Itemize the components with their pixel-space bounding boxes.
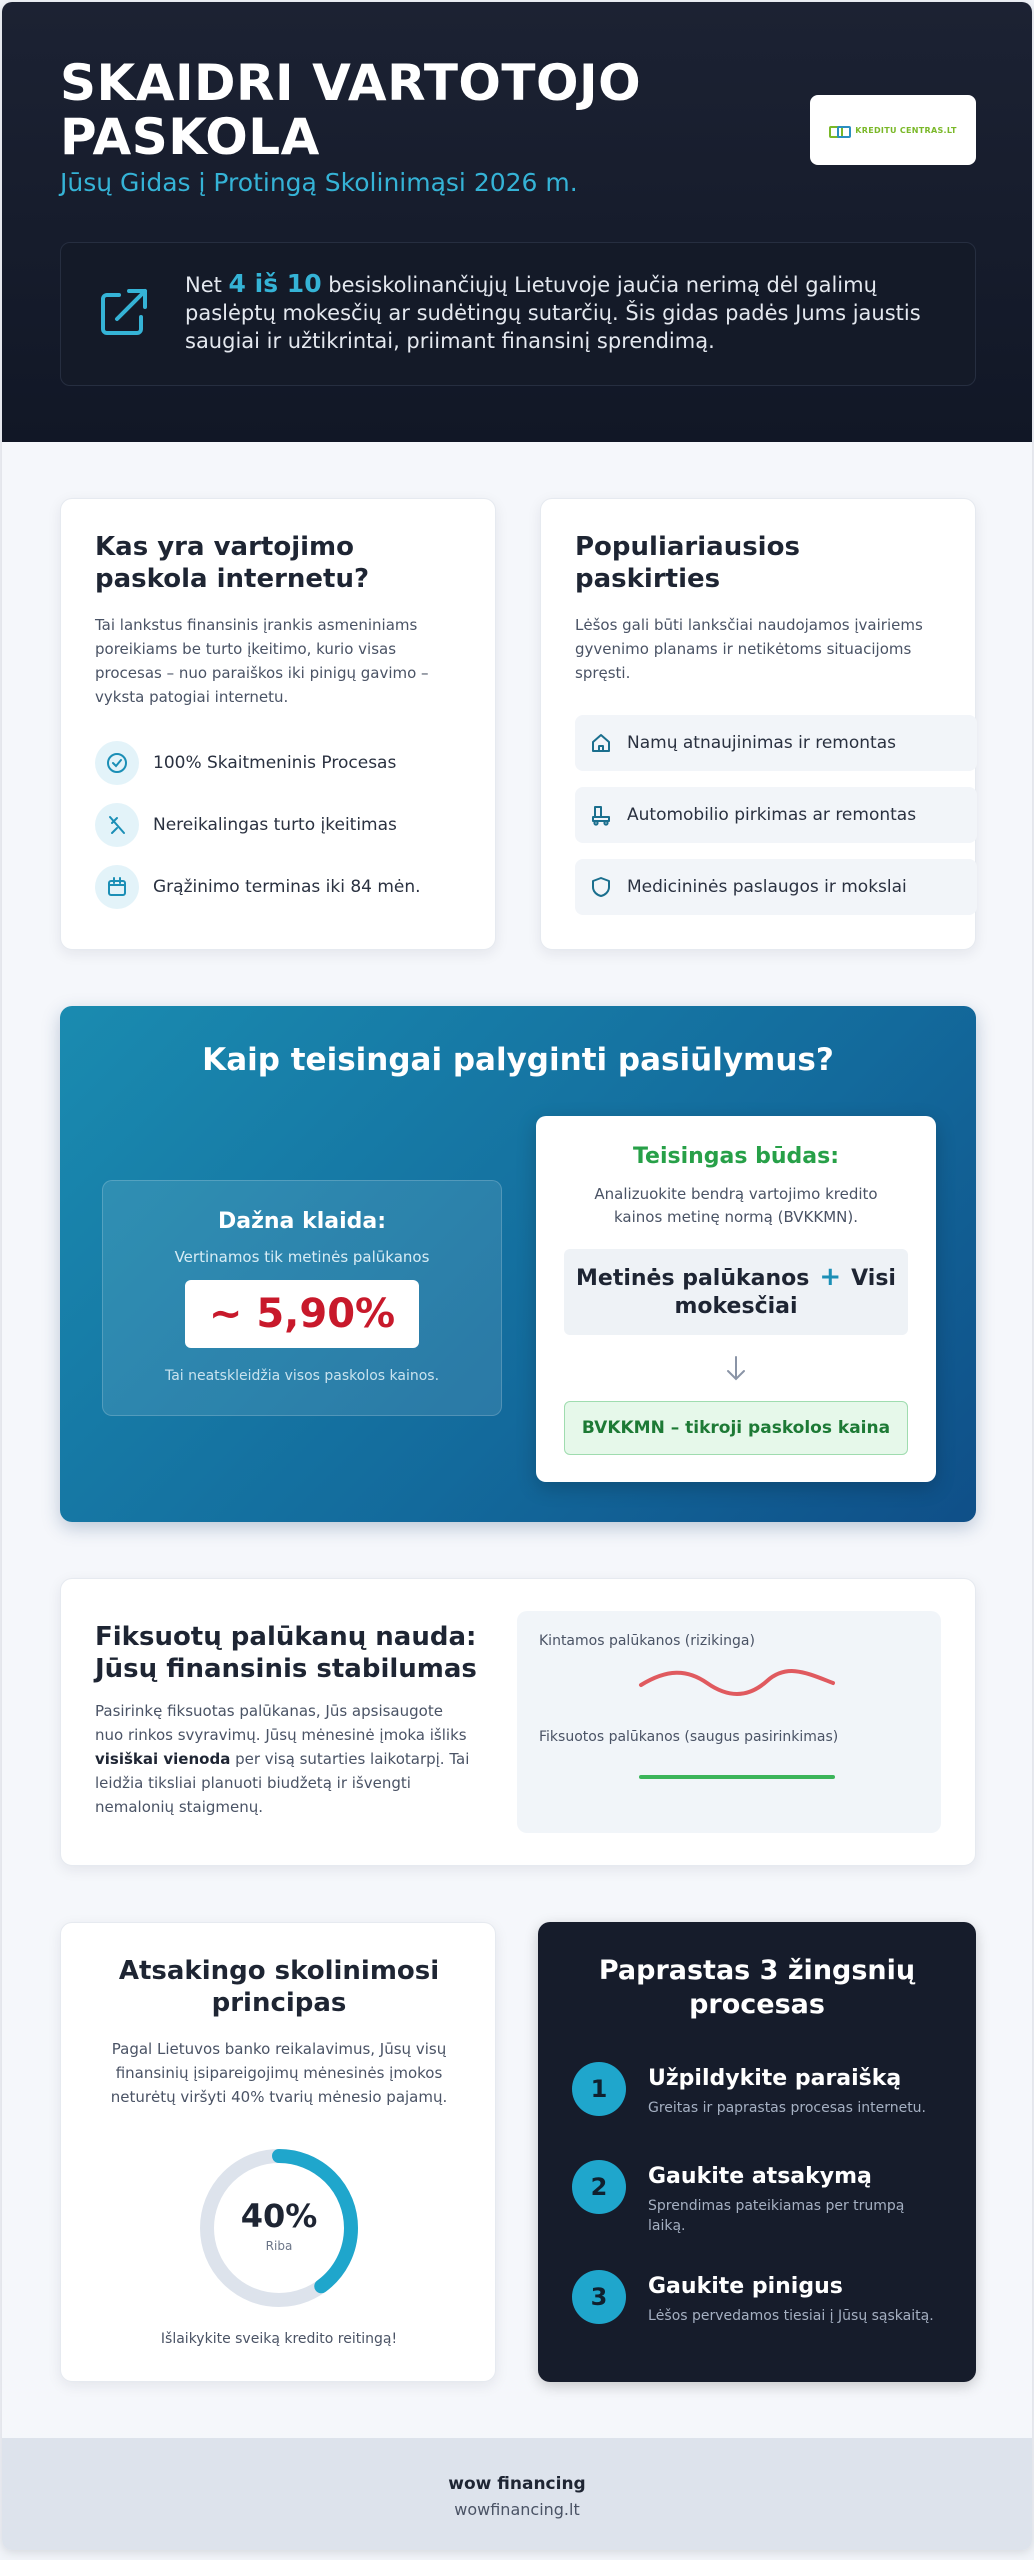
purposes-title: Populiariausios paskirties xyxy=(575,532,800,594)
step-number: 3 xyxy=(572,2270,626,2324)
formula-part-a: Metinės palūkanos xyxy=(576,1266,810,1291)
gauge-value: 40% xyxy=(240,2197,318,2235)
page-subtitle: Jūsų Gidas į Protingą Skolinimąsi 2026 m. xyxy=(60,168,578,197)
fixed-rate-line xyxy=(637,1767,837,1787)
partner-logo[interactable] xyxy=(810,95,976,165)
step-desc: Lėšos pervedamos tiesiai į Jūsų sąskaitą. xyxy=(648,2308,934,2324)
stat-callout xyxy=(60,242,976,386)
compare-section xyxy=(60,1006,976,1522)
result-badge: BVKKMN – tikroji paskolos kaina xyxy=(564,1401,908,1455)
variable-rate-line xyxy=(637,1661,837,1701)
page-title: SKAIDRI VARTOTOJO PASKOLA xyxy=(60,54,642,166)
stat-text: Net 4 iš 10 besiskolinančiųjų Lietuvoje jaučia nerimą dėl galimų paslėptų mokesčių ar sudėtingų sutarčių. Šis gidas padės Jums jaustis saugiai ir užtikrintai, priimant finansinį sprendimą. xyxy=(185,269,921,353)
right-way-desc: Analizuokite bendrą vartojimo kredito kainos metinę normą (BVKKMN). xyxy=(594,1185,878,1226)
mistake-rate: ~ 5,90% xyxy=(185,1280,419,1348)
gauge-label: Riba xyxy=(265,2239,293,2253)
fixed-label: Fiksuotos palūkanos (saugus pasirinkimas) xyxy=(539,1729,839,1745)
feature-item xyxy=(95,741,396,785)
step-title: Užpildykite paraišką xyxy=(648,2066,902,2091)
logo-mark-icon xyxy=(829,124,849,136)
feature-item xyxy=(95,803,397,847)
mistake-panel xyxy=(102,1180,502,1416)
feature-label: Grąžinimo terminas iki 84 mėn. xyxy=(153,877,421,897)
what-is-body: Tai lankstus finansinis įrankis asmeniniams poreikiams be turto įkeitimo, kurio visas procesas – nuo paraiškos iki pinigų gavimo – vyksta patogiai internetu. xyxy=(95,616,429,706)
responsible-card xyxy=(60,1922,496,2382)
responsible-body: Pagal Lietuvos banko reikalavimus, Jūsų visų finansinių įsipareigojimų mėnesinės įmokos neturėtų viršyti 40% tvarių mėnesio pajamų. xyxy=(110,2040,448,2106)
step-title: Gaukite atsakymą xyxy=(648,2164,872,2189)
step-desc: Greitas ir paprastas procesas internetu. xyxy=(648,2100,927,2116)
footer-link[interactable]: wowfinancing.lt xyxy=(454,2500,580,2519)
responsible-note: Išlaikykite sveiką kredito reitingą! xyxy=(160,2331,398,2347)
purpose-item xyxy=(575,859,977,915)
step-title: Gaukite pinigus xyxy=(648,2274,843,2299)
formula-part-b: Visi mokesčiai xyxy=(674,1266,896,1319)
what-is-title: Kas yra vartojimo paskola internetu? xyxy=(95,532,370,594)
feature-item xyxy=(95,865,421,909)
stat-highlight: 4 iš 10 xyxy=(228,269,322,298)
plus-icon: + xyxy=(819,1262,842,1292)
steps-title: Paprastas 3 žingsnių procesas xyxy=(598,1955,916,2020)
no-collateral-icon xyxy=(95,803,139,847)
check-circle-icon xyxy=(95,741,139,785)
purpose-label: Namų atnaujinimas ir remontas xyxy=(627,733,896,753)
calendar-icon xyxy=(95,865,139,909)
steps-card xyxy=(538,1922,976,2382)
step-item xyxy=(572,2062,952,2132)
step-number: 2 xyxy=(572,2160,626,2214)
compare-title: Kaip teisingai palyginti pasiūlymus? xyxy=(202,1042,834,1078)
hero-header xyxy=(2,2,1032,442)
purposes-card xyxy=(540,498,976,950)
footer-brand: wow financing xyxy=(448,2474,586,2494)
step-desc: Sprendimas pateikiamas per trumpą laiką. xyxy=(648,2198,905,2234)
purpose-item xyxy=(575,715,977,771)
feature-label: Nereikalingas turto įkeitimas xyxy=(153,815,397,835)
feature-label: 100% Skaitmeninis Procesas xyxy=(153,753,397,773)
fixed-body: Pasirinkę fiksuotas palūkanas, Jūs apsisaugote nuo rinkos svyravimų. Jūsų mėnesinė įmoka išliks visiškai vienoda per visą sutarties laikotarpį. Tai leidžia tiksliai planuoti biudžetą ir išvengti nemalonių staigmenų. xyxy=(95,1702,470,1816)
arrow-down-icon xyxy=(724,1353,748,1383)
footer xyxy=(2,2438,1032,2550)
step-item xyxy=(572,2270,952,2340)
car-icon xyxy=(589,803,613,827)
purposes-body: Lėšos gali būti lanksčiai naudojamos įvairiems gyvenimo planams ir netikėtoms situacijoms spręsti. xyxy=(575,616,923,682)
fixed-body-bold: visiškai vienoda xyxy=(95,1750,231,1768)
step-item xyxy=(572,2160,952,2234)
right-way-panel xyxy=(536,1116,936,1482)
home-icon xyxy=(589,731,613,755)
external-link-icon xyxy=(93,283,153,343)
shield-icon xyxy=(589,875,613,899)
purpose-label: Automobilio pirkimas ar remontas xyxy=(627,805,917,825)
purpose-label: Medicininės paslaugos ir mokslai xyxy=(627,877,907,897)
step-number: 1 xyxy=(572,2062,626,2116)
rate-comparison-panel xyxy=(517,1611,941,1833)
mistake-subtitle: Vertinamos tik metinės palūkanos xyxy=(174,1248,430,1266)
variable-label: Kintamos palūkanos (rizikinga) xyxy=(539,1633,755,1649)
fixed-rates-card xyxy=(60,1578,976,1866)
fixed-title: Fiksuotų palūkanų nauda: Jūsų finansinis stabilumas xyxy=(95,1622,477,1684)
right-way-title: Teisingas būdas: xyxy=(632,1144,840,1169)
mistake-title: Dažna klaida: xyxy=(217,1209,387,1234)
formula-box xyxy=(564,1249,908,1335)
mistake-note: Tai neatskleidžia visos paskolos kainos. xyxy=(164,1368,440,1384)
what-is-card xyxy=(60,498,496,950)
responsible-title: Atsakingo skolinimosi principas xyxy=(118,1956,440,2018)
purpose-item xyxy=(575,787,977,843)
page xyxy=(2,2,1032,2550)
logo-text: KREDITU CENTRAS.LT xyxy=(855,125,957,135)
